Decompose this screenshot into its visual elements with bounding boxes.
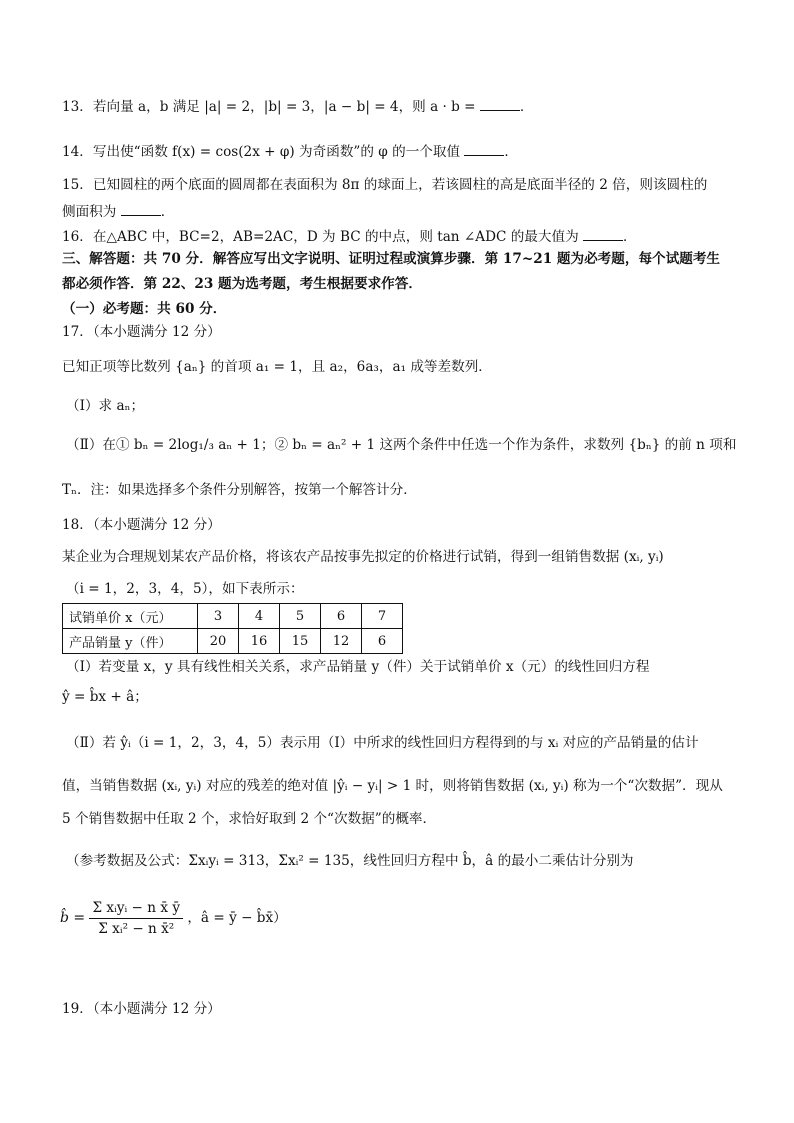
q18-header: 18．（本小题满分 12 分）	[62, 517, 221, 533]
q17-part2b: Tₙ．注：如果选择多个条件分别解答，按第一个解答计分．	[62, 482, 417, 498]
question-14: 14．写出使“函数 f(x) = cos(2x + φ) 为奇函数”的 φ 的一个取值 ．	[62, 141, 518, 161]
q15-text-1: 15．已知圆柱的两个底面的圆周都在表面积为 8π 的球面上，若该圆柱的高是底面半径的 2 倍，则该圆柱的	[62, 177, 708, 193]
q18-stem2: （i = 1，2，3，4，5），如下表所示：	[66, 581, 304, 597]
question-15-line2: 侧面积为 ．	[62, 201, 174, 221]
table-cell: 3	[198, 604, 239, 629]
q15-text-2: 侧面积为	[62, 204, 117, 220]
q18-part2a: （Ⅱ）若 ŷᵢ（i = 1，2，3，4，5）表示用（Ⅰ）中所求的线性回归方程得到的与 xᵢ 对应的产品销量的估计	[66, 735, 699, 751]
q16-answer-blank[interactable]	[583, 226, 623, 241]
sales-data-table	[62, 603, 403, 654]
table-cell: 5	[280, 604, 321, 629]
b-hat-symbol: b̂ =	[60, 910, 86, 926]
least-squares-formula	[60, 900, 287, 937]
b-hat-fraction	[89, 900, 183, 937]
a-hat-formula: ，â = ȳ − b̂x̄）	[187, 910, 287, 926]
section3-line3: （一）必考题：共 60 分．	[62, 301, 227, 317]
question-13: 13．若向量 a，b 满足 |a| = 2，|b| = 3，|a − b| = 4，则 a · b = ．	[62, 96, 534, 116]
fraction-denominator: Σ xᵢ² − n x̄²	[98, 921, 175, 937]
table-cell: 6	[362, 629, 403, 654]
q18-stem1: 某企业为合理规划某农产品价格，将该农产品按事先拟定的价格进行试销，得到一组销售数据 (xᵢ, yᵢ)	[62, 549, 664, 565]
q14-text: 14．写出使“函数 f(x) = cos(2x + φ) 为奇函数”的 φ 的一个取值	[62, 144, 461, 160]
q18-part1: （Ⅰ）若变量 x，y 具有线性相关关系，求产品销量 y（件）关于试销单价 x（元）的线性回归方程	[66, 659, 650, 675]
row1-label: 试销单价 x（元）	[63, 604, 198, 629]
fraction-numerator: Σ xᵢyᵢ − n x̄ ȳ	[89, 900, 183, 919]
q17-part1: （Ⅰ）求 aₙ；	[66, 398, 145, 414]
q17-part2: （Ⅱ）在① bₙ = 2log₁/₃ aₙ + 1；② bₙ = aₙ² + 1 这两个条件中任选一个作为条件，求数列 {bₙ} 的前 n 项和	[66, 437, 737, 453]
question-15-line1	[62, 176, 707, 194]
table-cell: 12	[321, 629, 362, 654]
table-row	[63, 604, 403, 629]
q18-part2b: 值，当销售数据 (xᵢ, yᵢ) 对应的残差的绝对值 |ŷᵢ − yᵢ| > 1 时，则将销售数据 (xᵢ, yᵢ) 称为一个“次数据”．现从	[62, 778, 723, 794]
section3-line2: 都必须作答．第 22、23 题为选考题，考生根据要求作答．	[62, 276, 422, 292]
question-16: 16．在△ABC 中，BC=2，AB=2AC，D 为 BC 的中点，则 tan ∠ADC 的最大值为 ．	[62, 226, 637, 246]
q18-part1-eq: ŷ = b̂x + â；	[62, 689, 148, 705]
q13-answer-blank[interactable]	[480, 96, 520, 111]
table-cell: 20	[198, 629, 239, 654]
table-cell: 6	[321, 604, 362, 629]
q15-answer-blank[interactable]	[121, 201, 161, 216]
q18-ref: （参考数据及公式：Σxᵢyᵢ = 313，Σxᵢ² = 135，线性回归方程中 b̂，â 的最小二乘估计分别为	[66, 853, 634, 869]
q14-answer-blank[interactable]	[464, 141, 504, 156]
q18-part2c: 5 个销售数据中任取 2 个，求恰好取到 2 个“次数据”的概率．	[62, 811, 437, 827]
q17-stem: 已知正项等比数列 {aₙ} 的首项 a₁ = 1，且 a₂，6a₃，a₁ 成等差数列．	[62, 359, 492, 375]
row2-label: 产品销量 y（件）	[63, 629, 198, 654]
table-cell: 15	[280, 629, 321, 654]
table-cell: 16	[239, 629, 280, 654]
section3-line1: 三、解答题：共 70 分．解答应写出文字说明、证明过程或演算步骤．第 17~21 题为必考题，每个试题考生	[62, 251, 721, 267]
q13-text: 13．若向量 a，b 满足 |a| = 2，|b| = 3，|a − b| = 4，则 a · b =	[62, 99, 476, 115]
q16-text: 16．在△ABC 中，BC=2，AB=2AC，D 为 BC 的中点，则 tan ∠ADC 的最大值为	[62, 229, 579, 245]
table-row	[63, 629, 403, 654]
q17-header: 17．（本小题满分 12 分）	[62, 324, 221, 340]
table-cell: 4	[239, 604, 280, 629]
q19-header: 19．（本小题满分 12 分）	[62, 1001, 221, 1017]
table-cell: 7	[362, 604, 403, 629]
